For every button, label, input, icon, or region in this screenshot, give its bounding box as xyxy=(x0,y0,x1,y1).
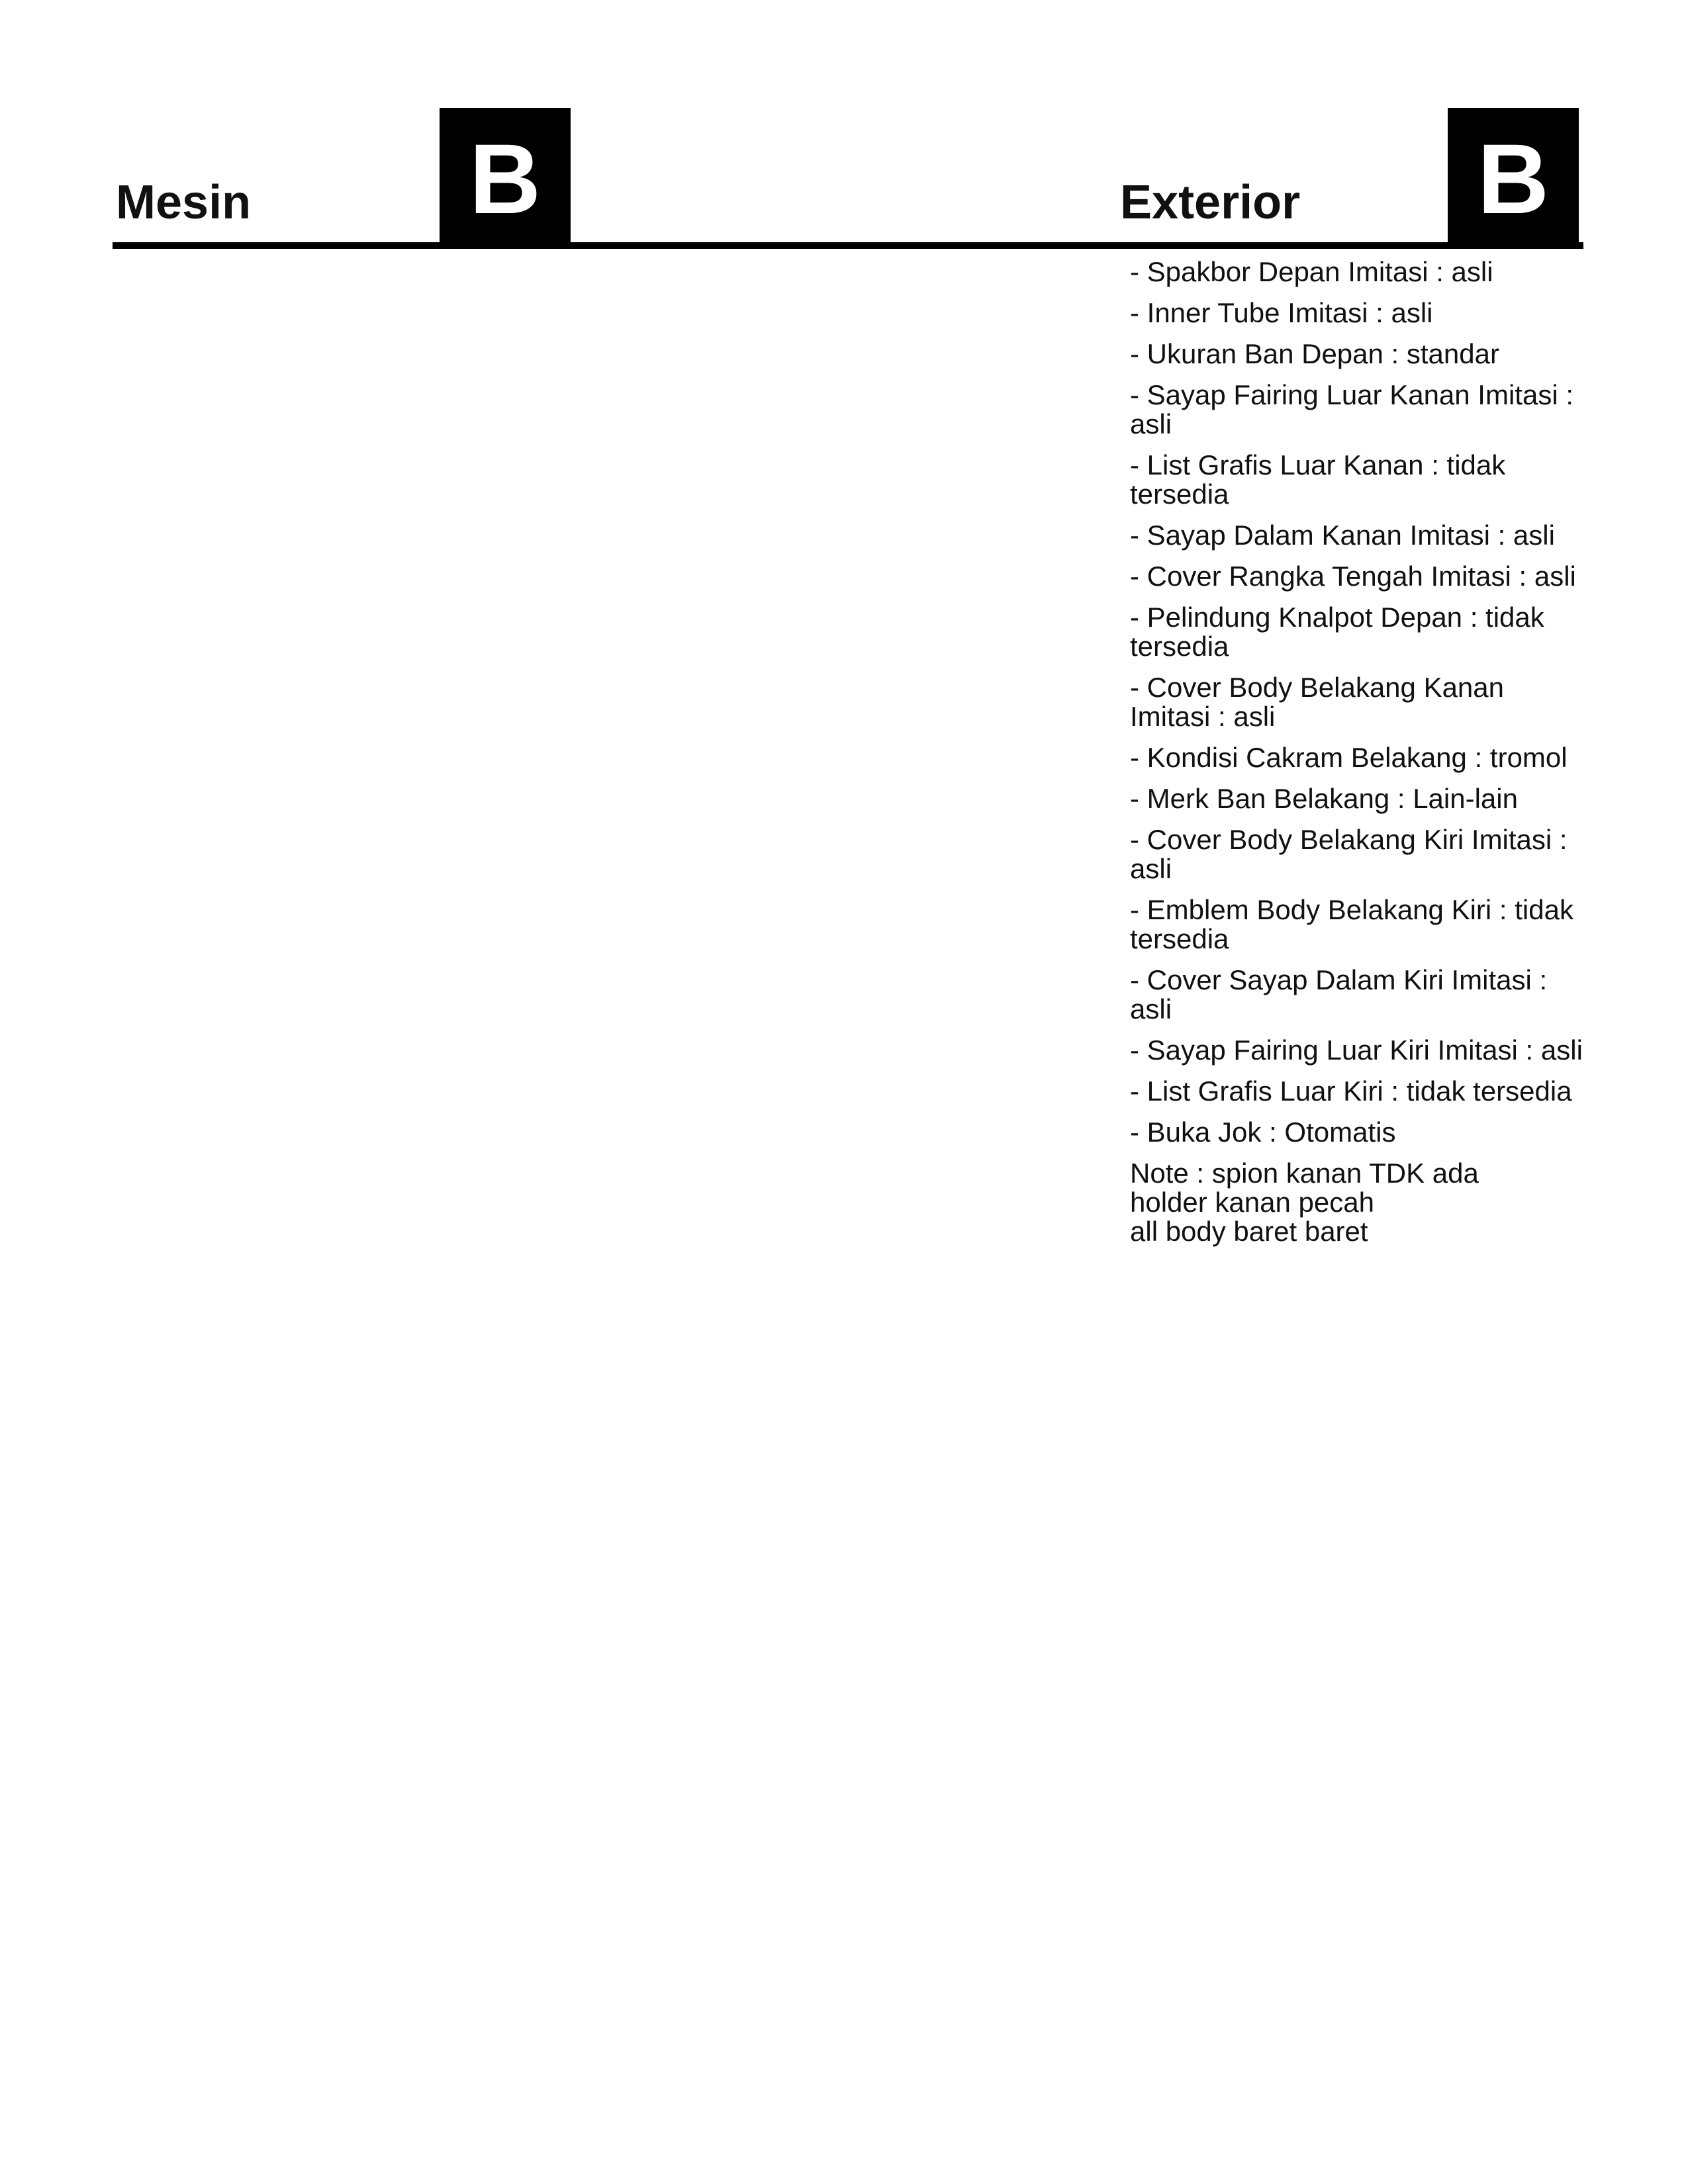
list-item: - Buka Jok : Otomatis xyxy=(1130,1116,1396,1148)
list-item: - Kondisi Cakram Belakang : tromol xyxy=(1130,742,1568,773)
list-item: - List Grafis Luar Kanan : tidak tersedia xyxy=(1130,449,1506,510)
list-item: - Spakbor Depan Imitasi : asli xyxy=(1130,256,1493,287)
list-item: - Sayap Fairing Luar Kiri Imitasi : asli xyxy=(1130,1034,1583,1066)
exterior-note xyxy=(1130,1159,1587,1246)
list-item: - Sayap Dalam Kanan Imitasi : asli xyxy=(1130,520,1555,551)
section-title-exterior: Exterior xyxy=(1120,176,1301,229)
note-line: all body baret baret xyxy=(1130,1216,1368,1247)
list-item: - Cover Body Belakang Kanan Imitasi : asli xyxy=(1130,672,1505,732)
list-item: - List Grafis Luar Kiri : tidak tersedia xyxy=(1130,1075,1572,1107)
header-underline xyxy=(113,242,1583,249)
list-item: - Ukuran Ban Depan : standar xyxy=(1130,338,1499,369)
grade-badge-mesin xyxy=(440,108,571,249)
exterior-item-list xyxy=(1130,257,1587,1147)
list-item: - Pelindung Knalpot Depan : tidak tersedia xyxy=(1130,602,1544,662)
list-item: - Sayap Fairing Luar Kanan Imitasi : asli xyxy=(1130,379,1573,439)
section-title-mesin: Mesin xyxy=(116,176,252,229)
note-line: holder kanan pecah xyxy=(1130,1187,1374,1218)
list-item: - Inner Tube Imitasi : asli xyxy=(1130,297,1433,328)
list-item: - Cover Body Belakang Kiri Imitasi : asli xyxy=(1130,824,1568,884)
note-line: Note : spion kanan TDK ada xyxy=(1130,1158,1479,1189)
grade-letter-exterior: B xyxy=(1477,122,1550,234)
exterior-findings-column xyxy=(1130,257,1587,1246)
grade-badge-exterior xyxy=(1448,108,1579,249)
list-item: - Merk Ban Belakang : Lain-lain xyxy=(1130,783,1518,814)
list-item: - Cover Rangka Tengah Imitasi : asli xyxy=(1130,561,1576,592)
grade-letter-mesin: B xyxy=(469,122,541,234)
list-item: - Cover Sayap Dalam Kiri Imitasi : asli xyxy=(1130,964,1548,1024)
list-item: - Emblem Body Belakang Kiri : tidak tersedia xyxy=(1130,894,1573,954)
